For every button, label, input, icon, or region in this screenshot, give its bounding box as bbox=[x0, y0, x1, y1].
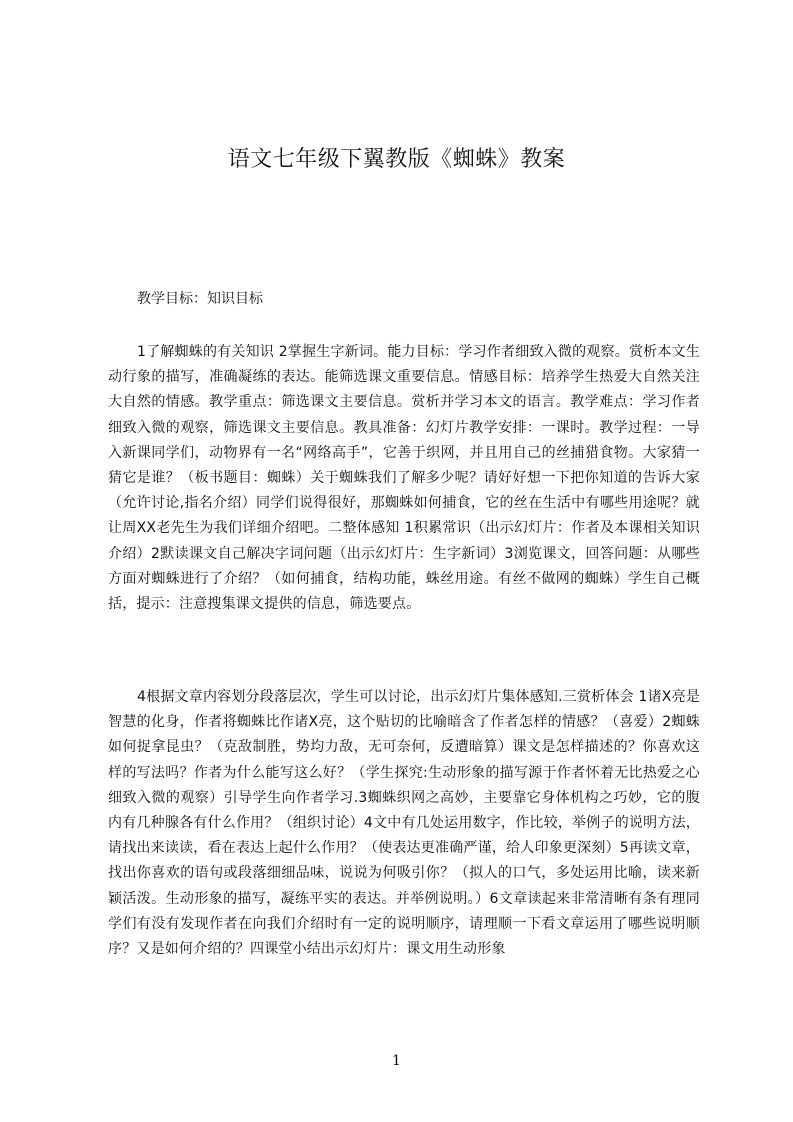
section-heading: 教学目标：知识目标 bbox=[137, 291, 263, 307]
document-title: 语文七年级下翼教版《蜘蛛》教案 bbox=[227, 147, 566, 172]
body-paragraph-2: 4根据文章内容划分段落层次，学生可以讨论，出示幻灯片集体感知.三赏析体会 1诸X亮是智慧的化身，作者将蜘蛛比作诸X亮，这个贴切的比喻暗含了作者怎样的情感？（喜爱）2蜘蛛如何捉拿昆虫？（克敌制胜，势均力敌，无可奈何，反遭暗算）课文是怎样描述的？你喜欢这样的写法吗？作者为什么能写这么好？（学生探究:生动形象的描写源于作者怀着无比热爱之心细致入微的观察）引导学生向作者学习.3蜘蛛织网之高妙，主要靠它身体机构之巧妙，它的腹内有几种腺各有什么作用？（组织讨论）4文中有几处运用数字，作比较，举例子的说明方法，请找出来读读，看在表达上起什么作用？（使表达更准确严谨，给人印象更深刻）5再读文章，找出你喜欢的语句或段落细细品味，说说为何吸引你？（拟人的口气，多处运用比喻，读来新颖活泼。生动形象的描写，凝练平实的表达。并举例说明。）6文章读起来非常清晰有条有理同学们有没有发现作者在向我们介绍时有一定的说明顺序，请理顺一下看文章运用了哪些说明顺序？又是如何介绍的？四课堂小结出示幻灯片：课文用生动形象 bbox=[108, 689, 700, 958]
page-number: 1 bbox=[392, 1053, 401, 1069]
body-paragraph-1: 1了解蜘蛛的有关知识 2掌握生字新词。能力目标：学习作者细致入微的观察。赏析本文生动行象的描写，准确凝练的表达。能筛选课文重要信息。情感目标：培养学生热爱大自然关注大自然的情感。教学重点：筛选课文主要信息。赏析并学习本文的语言。教学难点：学习作者细致入微的观察，筛选课文主要信息。教具准备：幻灯片教学安排：一课时。教学过程：一导入新课同学们，动物界有一名“网络高手”，它善于织网，并且用自己的丝捕猎食物。大家猜一猜它是谁？（板书题目：蜘蛛）关于蜘蛛我们了解多少呢？请好好想一下把你知道的告诉大家（允许讨论,指名介绍）同学们说得很好，那蜘蛛如何捕食，它的丝在生活中有哪些用途呢？就让周XX老先生为我们详细介绍吧。二整体感知 1积累常识（出示幻灯片：作者及本课相关知识介绍）2默读课文自己解决字词问题（出示幻灯片：生字新词）3浏览课文，回答问题：从哪些方面对蜘蛛进行了介绍？（如何捕食，结构功能，蛛丝用途。有丝不做网的蜘蛛）学生自己概括，提示：注意搜集课文提供的信息，筛选要点。 bbox=[108, 344, 700, 613]
